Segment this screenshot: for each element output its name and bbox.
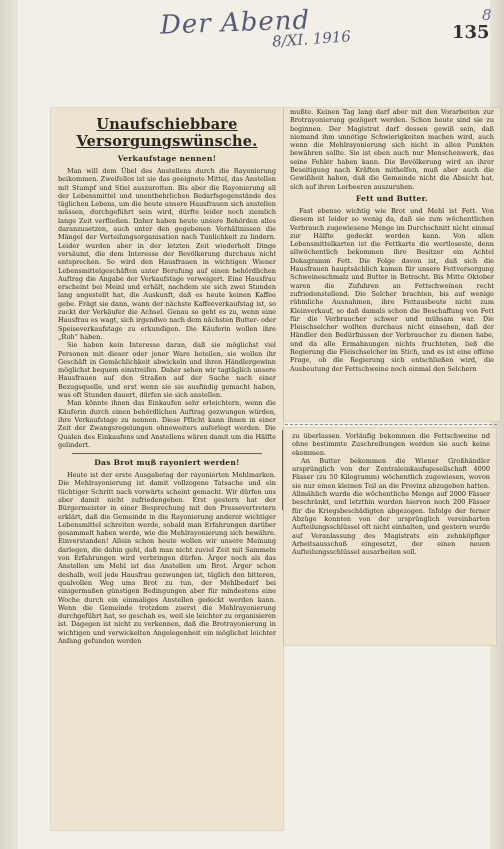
handwritten-date: 8/XI. 1916 bbox=[271, 27, 352, 51]
paragraph: Man könnte ihnen das Einkaufen sehr erleichtern, wenn die Käuferin durch einen behördlichen Auftrag gezwungen würden, ihre Verkaufstage zu nennen. Diese Pflicht kann ihnen in einer Zeit der Zwangsregelungen ohneweiters auferlegt werden. Die Qualen des Einkaufens und Anstellens wären damit um die Hälfte gelindert. bbox=[58, 399, 276, 449]
paragraph: Fast ebenso wichtig wie Brot und Mehl ist Fett. Von diesem ist leider so wenig da, daß sie zum wöchentlichen Verbrauch zugewiesene Menge im Durchschnitt nicht einmal zur Hälfte gedeckt werden kann. Von allen Lebensmittelkarten ist die Fettkarte die wertloseste, denn allwöchentlich bekommen ihre Besitzer ein Achtel Dekagramm Fett. Die Folge davon ist, daß sich die Hausfrauen hauptsächlich kamen für unsere Fettversorgung Schweineschmalz und Butter in Betracht. Bis Mitte Oktober waren die Zufuhren an Fettschweinen recht zufriedenstellend. Die Selcher brachten, bis auf wenige rühmliche Ausnahmen, ihre Fettausbeute nicht zum Kleinverkauf, so daß damals schon die Beschaffung von Fett für die Verbraucher schwer und mühsam war. Die Fleischselcher wollten durchaus nicht einsehen, daß der Händler den Bedürfnissen der Verbraucher zu dienen habe, und da alle Ermahnungen nichts fruchteten, ließ die Regierung die Fleischselcher im Stich, und es ist eine offene Frage, ob die Regierung sich entschließen wird, die Ausbeutung der Fettschweine noch einmal den Selchern bbox=[290, 206, 494, 373]
clipping-left-column bbox=[51, 108, 283, 830]
paragraph: mußte. Keinen Tag lang darf aber mit den Vorarbeiten zur Brotrayonierung gezögert werden. Schon heute sind sie zu beginnen. Der Magistrat darf dessen gewiß sein, daß niemand ihm unnötige Schwierigkeiten machen wird, auch wenn die Mehlrayonierung sich nicht in allen Punkten bewähren sollte. Sie ist eben auch nur Menschenwerk, das seine Fehler haben kann. Die Bevölkerung wird an ihrer Beseitigung nach Kräften mithelfen, muß aber auch die Gewißheit haben, daß die Gemeinde nicht die Absicht hat, sich auf ihren Lorbeeren auszuruhen. bbox=[290, 108, 494, 191]
handwritten-title: Der Abend bbox=[159, 5, 311, 41]
section-title-verkaufstage: Verkaufstage nennen! bbox=[117, 154, 217, 163]
article-headline: Unaufschiebbare Versorgungswünsche. bbox=[76, 116, 258, 150]
clipping-right-column-top bbox=[284, 108, 500, 421]
clipping-right-column-bottom bbox=[284, 428, 496, 645]
paragraph: Man will dem Übel des Anstellens durch die Rayonierung beikommen. Zweifellos ist sie das geeignete Mittel, das Anstellen mit Stumpf und Stiel auszurotten. Bis aber die Rayonierung all der Lebensmittel und unentbehrlichen Bedarfsgegenstände des täglichen Lebens, um die heute unsere Hausfrauen sich anstellen müssen, durchgeführt sein wird, dürfte leider noch ziemlich lange Zeit verfließen. Daher haben heute unsere Behörden alles daranzusetzen, auch unter den gegebenen Verhältnissen die Mängel der Verteilungsorganisation nach Tunlichkeit zu lindern. Leider wurden aber in der letzten Zeit wiederholt Dinge versäumt, die dem Interesse der Bevölkerung durchaus nicht entsprechen. So wird den Hausfrauen in wichtigen Wiener Lebensmittelgeschäften unter Berufung auf einen behördlichen Auftrag die Angabe der Verkaufstage verweigert. Eine Hausfrau erscheint bei Meinl und erhält, nachdem sie sich zwei Stunden lang angestellt hat, die Auskunft, daß es heute keinen Kaffee gebe. Frägt sie dann, wann der nächste Kaffeeverkaufstag ist, so zuckt der Verkäufer die Achsel. Genau so geht es zu, wenn eine Hausfrau es wagt, sich irgendwo nach dem nächsten Butter- oder Speiseverkaufstage zu erkundigen. Die Käuferin wollen ihre „Ruh“ haben. bbox=[58, 167, 276, 341]
paragraph: Heute ist der erste Ausgabetag der rayonierten Mehlmarken. Die Mehlrayonierung ist damit vollzogene Tatsache und ein tüchtiger Schritt nach vorwärts scheint gemacht. Wir dürfen uns aber damit nicht zufriedengeben. Erst gestern hat der Bürgermeister in einer Besprechung mit den Pressevertretern erklärt, daß die Gemeinde in die Rayonierung anderer wichtiger Lebensmittel schreiten werde, sobald man Erfahrungen darüber gesammelt haben werde, wie die Mehlrayonierung sich bewähre. Einverstanden! Allein schon heute wollen wir unsere Meinung darlegen, die dahin geht, daß man nicht zuviel Zeit mit Sammeln von Erfahrungen wird verbringen dürfen. Ärger noch als das Anstellen um Mehl ist das Anstellen um Brot. Ärger schon deshalb, weil jede Hausfrau gezwungen ist, täglich den bitteren, qualvollen Weg ums Brot zu tun, der Mehlbedarf bei einigermaßen günstigen Bedingungen aber für mindestens eine Woche durch ein einmaliges Anstellen gedeckt werden kann. Wenn die Gemeinde trotzdem zuerst die Mehlrayonierung durchgeführt hat, so geschah es, weil sie leichter zu organisieren ist. Dagegen ist nicht zu verkennen, daß die Brotrayonierung in wichtigen und verwickelten Angelegenheit ein möglichst leichter Anfang gefunden werden bbox=[58, 471, 276, 646]
section-title-brot: Das Brot muß rayoniert werden! bbox=[94, 458, 240, 468]
section-divider bbox=[72, 453, 262, 454]
corner-pencil-mark: 8 bbox=[482, 6, 492, 24]
page-number: 135 bbox=[452, 22, 490, 43]
paragraph: An Butter bekommen die Wiener Großhändler ursprünglich von der Zentraleinkaufsgesellschaft 4000 Fässer (zu 50 Kilogramm) wöchentlich zugewiesen, wovon sie nur einen kleinen Teil an die Provinz abzugeben hatten. Allmählich wurde die wöchentliche Menge auf 2000 Fässer beschränkt, und letzthin wurden hiervon noch 200 Fässer für die Kriegsbeschädigten abgezogen. Infolge der ferner Abzüge konnten von der ursprünglich vereinbarten Aufteilungsschlüssel oft nicht einhalten, und gestern wurde auf Veranlassung des Magistrats ein zehnköpfiger Arbeitsausschuß eingesetzt, der einen neuen Aufteilungsschlüssel ausarbeiten soll. bbox=[292, 456, 490, 557]
paragraph: Sie haben kein Interesse daran, daß sie möglichst viel Personen mit dieser oder jener Ware beteilen, sie wollen ihr Geschäft in Gemächlichkeit abwickeln und ihren Händlergewinn möglichst bequem einstreifen. Daher sehen wir tagtäglich unsere Hausfrauen auf den Straßen auf der Suche nach einer Bezugsquelle, und erst wenn sie sie ausfindig gemacht haben, was oft Stunden dauert, dürfen sie sich anstellen. bbox=[58, 341, 276, 400]
paragraph: zu überlassen. Vorläufig bekommen die Fettschweine nd ohne bestimmte Zuschreibungen werden sie auch keine ekommen. bbox=[292, 432, 490, 457]
section-title-fett-butter: Fett und Butter. bbox=[355, 193, 429, 203]
page-edge-left bbox=[0, 0, 18, 849]
